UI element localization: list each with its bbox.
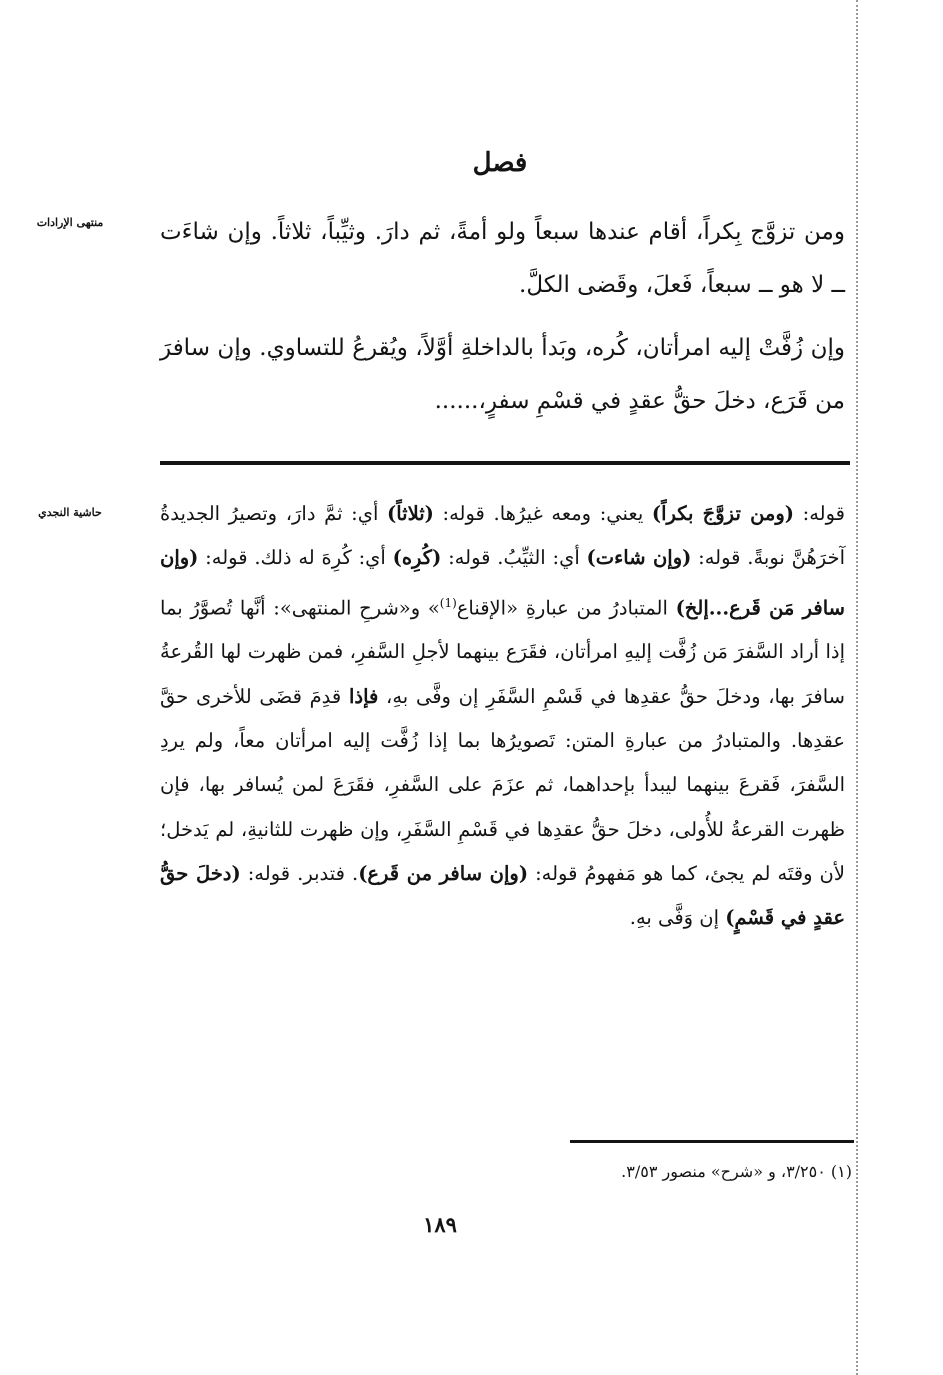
commentary-segment: » و«شرحِ المنتهى»: أنَّها تُصوَّرُ بما إذا أراد السَّفرَ مَن زُفَّت إليهِ امرأتان، فقَرَع بينهما لأجلِ السَّفرِ، فمن ظهرت لها القُرعةُ سافرَ بها، ودخلَ حقُّ عقدِها في قَسْمِ السَّفَرِ إن وفَّى بهِ، xyxy=(160,596,845,708)
matn-paragraph-1: ومن تزوَّج بِكراً، أقام عندها سبعاً ولو أمةً، ثم دارَ. وثيِّباً، ثلاثاً. وإن شاءَت ــ لا هو ــ سبعاً، فَعلَ، وقَضى الكلَّ. xyxy=(160,219,845,298)
section-heading: فصل xyxy=(472,148,528,178)
separator-rule xyxy=(160,461,850,465)
commentary-segment: . فتدبر. قوله: xyxy=(240,861,359,885)
commentary-quoted-phrase: (ومن تزوَّجَ بكراً) xyxy=(651,502,795,525)
commentary-emphasis: فإذا xyxy=(348,684,379,708)
margin-label-matn-source: منتهى الإرادات xyxy=(36,216,104,229)
commentary-segment: إن وَفَّى بهِ. xyxy=(629,906,726,930)
footnote-rule xyxy=(570,1140,854,1143)
commentary-quoted-phrase: (دخلَ حقُّ عقدٍ في قَسْمٍ) xyxy=(160,861,845,930)
commentary-text xyxy=(160,492,845,940)
commentary-quoted-phrase: (وإن سافر مَن قَرع...إلخ) xyxy=(160,546,846,620)
margin-label-commentary-source: حاشية النجدي xyxy=(38,506,102,519)
commentary-segment: قدِمَ قضَى للأخرى حقَّ عقدِها. والمتبادرُ من عبارةِ المتن: تَصويرُها بما إذا زُفَّت إليه امرأتان معاً، ولم يردِ السَّفرَ، فَقرعَ بينهما ليبدأ بإحداهما، ثم عزَمَ على السَّفرِ، فقَرَعَ لمن يُسافر بها، فإن ظهرت القرعةُ للأُولى، دخلَ حقُّ عقدِها في قَسْمِ السَّفَرِ، وإن ظهرت للثانيةِ، لم يَدخل؛ لأن وقتَه لم يجئ، كما هو مَفهومُ قوله: xyxy=(160,684,846,885)
commentary-segment: قوله: xyxy=(794,502,845,525)
commentary-segment: يعني: ومعه غيرُها. قوله: xyxy=(433,502,652,525)
page-number: ١٨٩ xyxy=(423,1212,457,1237)
binding-edge-dots xyxy=(856,0,858,1375)
commentary-segment: أي: كُرِهَ له ذلك. قوله: xyxy=(198,546,393,570)
footnote: (١) ٣/٢٥٠، و «شرح» منصور ٣/٥٣. xyxy=(621,1162,852,1181)
commentary-segment: أي: الثيِّبُ. قوله: xyxy=(441,546,587,570)
commentary-quoted-phrase: (كُرِه) xyxy=(392,546,442,570)
footnote-marker: (1) xyxy=(439,595,457,610)
commentary-segment: أي: ثمَّ دارَ، وتصيرُ الجديدةُ آخرَهُنَّ نوبةً. قوله: xyxy=(160,502,845,570)
commentary-segment: المتبادرُ من عبارةِ «الإقناع xyxy=(456,596,676,620)
matn-paragraph-2: وإن زُفَّتْ إليه امرأتان، كُره، وبَدأ بالداخلةِ أوَّلاً، ويُقرعُ للتساوي. وإن سافرَ من قَرَع، دخلَ حقُّ عقدٍ في قسْمِ سفرٍ،...... xyxy=(160,335,845,414)
commentary-quoted-phrase: (وإن سافر من قَرع) xyxy=(358,861,529,885)
commentary-quoted-phrase: (ثلاثاً) xyxy=(387,502,434,525)
matn-text xyxy=(160,206,845,428)
commentary-quoted-phrase: (وإن شاءت) xyxy=(586,546,692,570)
